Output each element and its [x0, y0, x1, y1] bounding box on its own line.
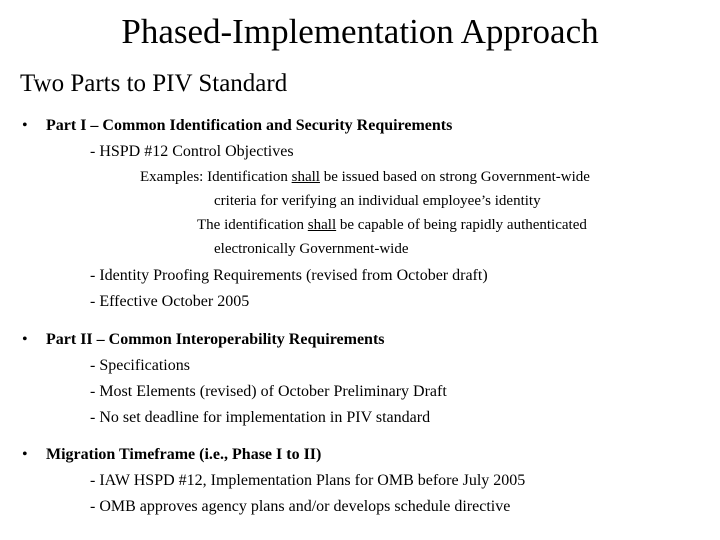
part1-example1	[140, 169, 590, 186]
part1-heading: Part I – Common Identification and Security Requirements	[46, 117, 453, 134]
example1-suffix: be issued based on strong Government-wide	[319, 169, 590, 185]
example2-emphasis: shall	[307, 217, 337, 233]
part1-example2	[197, 217, 587, 234]
part1-sub-effective-date: - Effective October 2005	[90, 293, 250, 310]
bullet-icon: •	[22, 117, 28, 134]
part2-sub-specifications: - Specifications	[90, 357, 190, 374]
example2-suffix: be capable of being rapidly authenticated	[336, 217, 587, 233]
part1-sub-control-objectives: - HSPD #12 Control Objectives	[90, 143, 294, 160]
example2-prefix: The identification	[197, 217, 308, 233]
part2-sub-most-elements: - Most Elements (revised) of October Preliminary Draft	[90, 383, 447, 400]
part3-heading: Migration Timeframe (i.e., Phase I to II)	[46, 446, 322, 463]
example1-prefix: Examples: Identification	[140, 169, 292, 185]
part3-sub-omb-approves: - OMB approves agency plans and/or develops schedule directive	[90, 498, 511, 515]
bullet-icon: •	[22, 446, 28, 463]
part2-sub-no-deadline: - No set deadline for implementation in PIV standard	[90, 409, 431, 426]
slide-subtitle: Two Parts to PIV Standard	[20, 70, 288, 97]
example1-emphasis: shall	[291, 169, 320, 185]
part1-example2-continuation: electronically Government-wide	[214, 241, 409, 257]
part1-example1-continuation: criteria for verifying an individual employee’s identity	[214, 193, 541, 209]
part3-sub-implementation-plans: - IAW HSPD #12, Implementation Plans for OMB before July 2005	[90, 472, 526, 489]
part1-sub-identity-proofing: - Identity Proofing Requirements (revised from October draft)	[90, 267, 488, 284]
slide-title: Phased-Implementation Approach	[121, 12, 599, 51]
bullet-icon: •	[22, 331, 28, 348]
part2-heading: Part II – Common Interoperability Requirements	[46, 331, 385, 348]
